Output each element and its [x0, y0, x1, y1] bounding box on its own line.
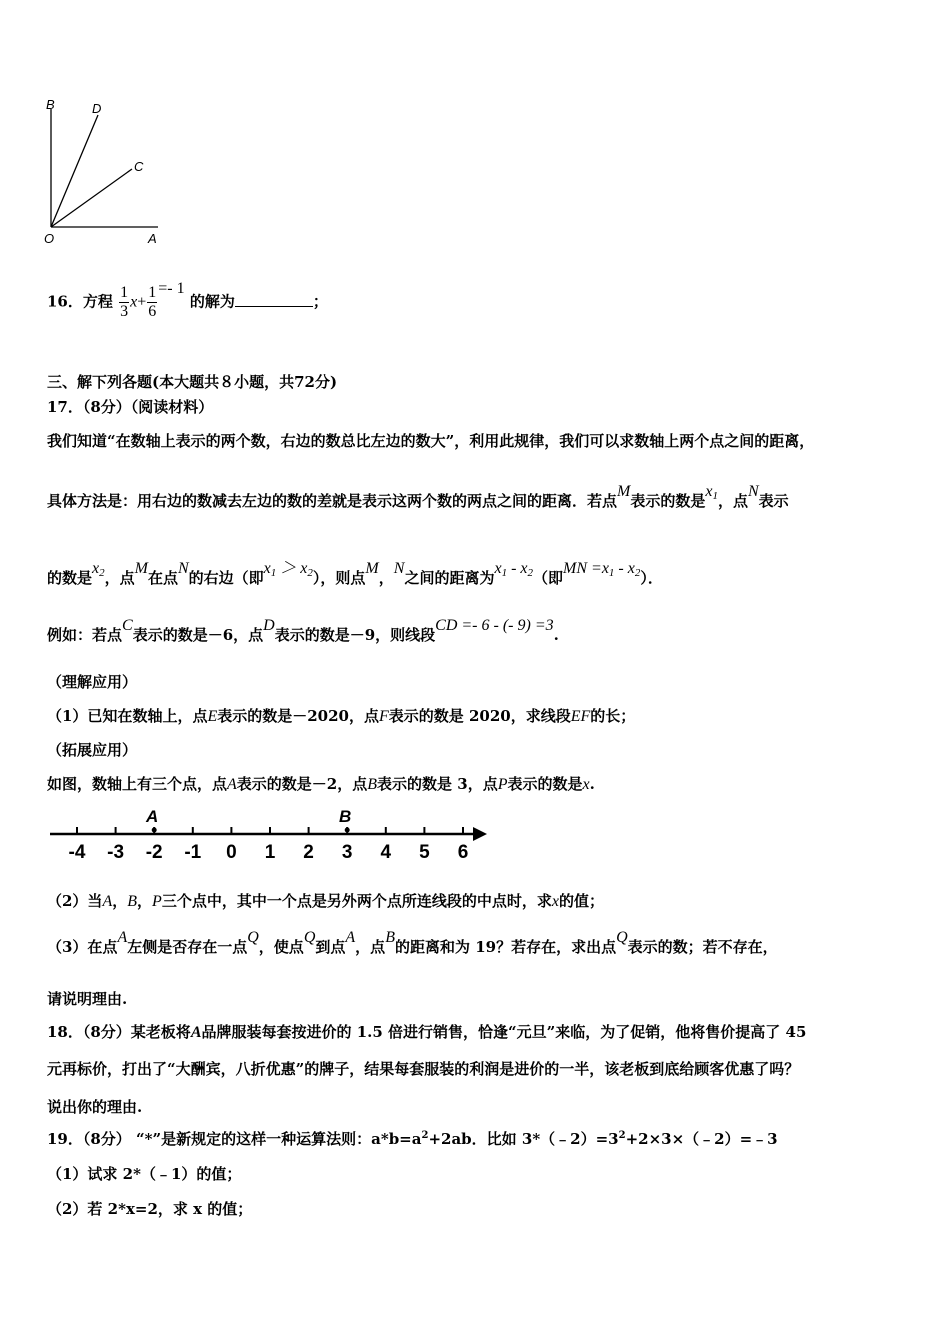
text: （2）当 [47, 892, 103, 910]
var-N: N [747, 483, 759, 500]
text: 表示的数；若不存在， [627, 938, 778, 956]
var-M: M [365, 560, 379, 577]
q19-line-1 [47, 1128, 778, 1149]
var-A: A [345, 929, 356, 946]
q17-paragraph-1: 我们知道“在数轴上表示的两个数，右边的数总比左边的数大”，利用此规律，我们可以求数轴上两个点之间的距离， [47, 432, 815, 450]
text: 在点 [147, 569, 178, 587]
var-x: x [551, 893, 559, 910]
q17-sub3-continued: 请说明理由. [47, 990, 128, 1008]
var-M: M [134, 560, 148, 577]
var-A: A [190, 1024, 202, 1041]
label-C: C [134, 159, 144, 174]
equals-minus-one: =- 1 [158, 279, 185, 297]
frac2-den: 6 [148, 303, 157, 320]
text: ，点 [717, 492, 748, 510]
var-B: B [385, 929, 395, 946]
q17-sub2 [47, 890, 604, 911]
tick-label: -3 [107, 842, 125, 863]
text: （1）已知在数轴上，点 [47, 707, 208, 725]
exponent: 2 [618, 1130, 626, 1141]
text: ，点 [355, 938, 386, 956]
q16-prefix: 16．方程 [47, 292, 113, 311]
q17-sub1 [47, 705, 635, 726]
point-A-dot [152, 828, 157, 833]
q19-sub1: （1）试求 2*（﹣1）的值； [47, 1165, 242, 1183]
q17-sub3 [47, 929, 778, 957]
text: ）． [640, 569, 663, 587]
text: ，点 [104, 569, 135, 587]
var-A: A [227, 776, 237, 793]
tick-label: 5 [419, 842, 430, 863]
text: 表示的数是 3，点 [377, 775, 498, 793]
q16-end: ； [312, 292, 328, 311]
tick-label: -1 [184, 842, 202, 863]
text: . [553, 626, 559, 644]
q17-title: 17．（8分）（阅读材料） [47, 398, 214, 416]
var-B: B [367, 776, 378, 793]
text: （即 [533, 569, 564, 587]
q16-suffix: 的解为 [189, 292, 235, 311]
label-O: O [44, 231, 55, 246]
point-A-label: A [146, 807, 159, 826]
tick-label: 3 [341, 842, 353, 863]
understand-heading: （理解应用） [47, 673, 138, 691]
label-D: D [92, 101, 102, 116]
text: . [589, 775, 595, 793]
section-3-heading: 三、解下列各题(本大题共８小题，共72分) [47, 373, 338, 391]
question-16 [47, 279, 328, 321]
tick-label: 2 [303, 842, 314, 863]
text: 表示的数是 [507, 775, 583, 793]
text: 表示的数是－9，则线段 [274, 626, 436, 644]
var-M: M [617, 483, 631, 500]
text: 表示的数是 2020，求线段 [388, 707, 571, 725]
var-D: D [263, 617, 275, 634]
frac2-num: 1 [148, 284, 157, 301]
q17-figure-intro [47, 773, 595, 794]
q18-line-3: 说出你的理由. [47, 1098, 143, 1116]
tick-label: 4 [380, 842, 392, 863]
text: 的右边（即 [188, 569, 264, 587]
q18-line-2: 元再标价，打出了“大酬宾，八折优惠”的牌子，结果每套服装的利润是进价的一半，该老板到底给顾客优惠了吗？ [47, 1060, 800, 1078]
var-P: P [152, 893, 162, 910]
var-x: x [582, 776, 590, 793]
tick-label: 1 [264, 842, 276, 863]
text: 表示的数是 [630, 492, 706, 510]
text: 到点 [315, 938, 346, 956]
text: 的距离和为 19？若存在，求出点 [394, 938, 617, 956]
text: +2×3×（﹣2）=﹣3 [625, 1130, 778, 1148]
text: 的长； [590, 707, 636, 725]
plus-sign: + [137, 293, 147, 311]
text: 左侧是否存在一点 [127, 938, 248, 956]
var-A: A [117, 929, 128, 946]
text: 的值； [558, 892, 604, 910]
number-line [45, 800, 495, 870]
var-A: A [102, 893, 113, 910]
text: ， [378, 569, 394, 587]
extend-heading: （拓展应用） [47, 741, 138, 759]
tick-label: 6 [457, 842, 469, 863]
point-B-label: B [339, 807, 352, 826]
text: 的数是 [47, 569, 93, 587]
var-Q: Q [616, 929, 628, 946]
text: ），则点 [312, 569, 366, 587]
var-N: N [393, 560, 405, 577]
var-N: N [177, 560, 189, 577]
text: 品牌服装每套按进价的 1.5 倍进行销售，恰逢“元旦”来临，为了促销，他将售价提高了 45 [201, 1023, 807, 1041]
q17-example [47, 617, 559, 645]
text: ， [112, 892, 128, 910]
text: 例如：若点 [47, 626, 123, 644]
var-x: x [130, 293, 138, 311]
expr-x1-minus-x2: x1 - x2 [494, 560, 533, 579]
var-P: P [497, 776, 508, 793]
text: 表示的数是－6，点 [132, 626, 264, 644]
text: 表示的数是－2，点 [236, 775, 368, 793]
var-C: C [122, 617, 133, 634]
q19-sub2: （2）若 2*x=2，求 x 的值； [47, 1200, 253, 1218]
var-F: F [378, 708, 389, 725]
label-B: B [46, 97, 55, 112]
text: +2ab．比如 3*（﹣2）=3 [428, 1130, 619, 1148]
tick-label: -2 [145, 842, 163, 863]
var-x1: x1 [705, 483, 718, 502]
arrow-head [473, 827, 487, 841]
var-EF: EF [570, 708, 591, 725]
formula-CD: CD =- 6 - (- 9) =3 [435, 617, 554, 634]
q17-paragraph-3 [47, 560, 663, 588]
exponent: 2 [421, 1130, 429, 1141]
var-x2: x2 [92, 560, 105, 579]
q17-paragraph-2 [47, 483, 789, 511]
var-Q: Q [247, 929, 259, 946]
tick-label: -4 [68, 842, 86, 863]
text: ， [137, 892, 153, 910]
text: 19．（8分） “*”是新规定的这样一种运算法则：a*b=a [47, 1130, 422, 1148]
expr-MN: MN =x1 - x2 [563, 560, 641, 579]
text: 表示的数是－2020，点 [217, 707, 379, 725]
fraction-one-sixth [147, 284, 157, 321]
text: 之间的距离为 [404, 569, 495, 587]
label-A: A [148, 231, 157, 246]
text: ，使点 [258, 938, 304, 956]
angle-figure [40, 95, 180, 250]
frac1-den: 3 [120, 303, 129, 320]
var-B: B [127, 893, 138, 910]
text: 三个点中，其中一个点是另外两个点所连线段的中点时，求 [161, 892, 552, 910]
frac1-num: 1 [120, 284, 129, 301]
ineq-x1-gt-x2: x1 ＞ x2 [263, 560, 313, 579]
var-Q: Q [303, 929, 316, 946]
text: 表示 [758, 492, 789, 510]
text: 18．（8分）某老板将 [47, 1023, 191, 1041]
text: 如图，数轴上有三个点，点 [47, 775, 228, 793]
fraction-one-third [119, 284, 129, 321]
var-E: E [207, 708, 218, 725]
text: 具体方法是：用右边的数减去左边的数的差就是表示这两个数的两点之间的距离．若点 [47, 492, 618, 510]
point-B-dot [345, 828, 350, 833]
text: （3）在点 [47, 938, 118, 956]
answer-blank[interactable] [235, 292, 313, 307]
tick-label: 0 [226, 842, 237, 863]
q18-line-1 [47, 1021, 806, 1042]
